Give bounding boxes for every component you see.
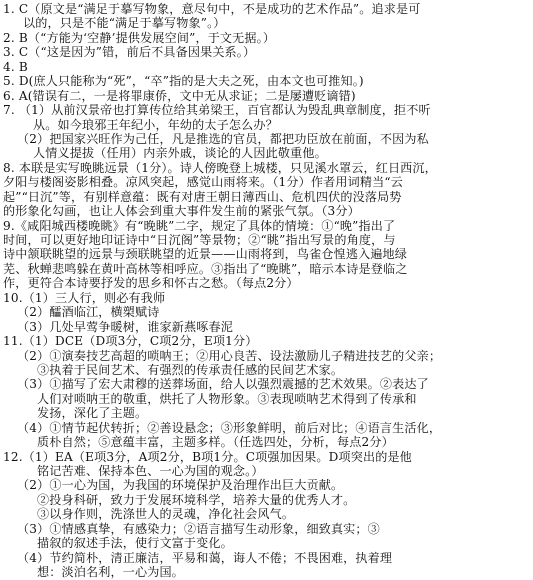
text-line: 6. A(错误有二，一是将罪康侨，文中无从求证；二是屡遭贬谪错) bbox=[3, 88, 356, 103]
text-line: 铭记苦难、保持本色、一心为国的观念。） bbox=[37, 464, 264, 478]
text-line: 5. D(庶人只能称为“死”，“卒”指的是大夫之死，由本文也可推知。) bbox=[3, 74, 364, 89]
text-line: 人们对唢呐王的敬重，烘托了人物形象。③表现唢呐艺术得到了传承和 bbox=[37, 391, 417, 406]
text-line: 8. 本联是实写晚眺远景（1分）。诗人傍晚登上城楼，只见溪水罩云，红日西沉， bbox=[3, 160, 437, 175]
text-line: 起”“日沉”等，有别样意蕴：既有对唐王朝日薄西山、危机四伏的没落局势 bbox=[3, 189, 402, 204]
text-line: 4. B bbox=[3, 59, 28, 74]
text-line: 11.（1）DCE（D项3分，C项2分，E项1分） bbox=[3, 334, 258, 349]
text-line: ③执着于民间艺术、有强烈的传承责任感的民间艺术家。 bbox=[37, 362, 344, 377]
text-line: 10.（1）三人行，则必有我师 bbox=[3, 290, 166, 305]
text-line: 想：淡泊名利，一心为国。 bbox=[37, 565, 184, 580]
text-line: 质朴自然；⑤意蕴丰富，主题多样。（任选四处，分析，每点2分） bbox=[37, 435, 394, 450]
text-line: ②投身科研，致力于发展环境科学，培养大量的优秀人才。 bbox=[37, 492, 356, 507]
text-line: （4）①情节起伏转折；②善设悬念；③形象鲜明，前后对比；④语言生活化， bbox=[17, 420, 442, 435]
text-line: 以的，只是不能“满足于摹写物象”。） bbox=[23, 16, 226, 31]
text-line: 从。如今琅邪王年纪小，年幼的太子怎么办？ bbox=[33, 117, 278, 132]
text-line: （2）把国家兴旺作为己任，凡是推选的官员，都把功臣放在前面，不因为私 bbox=[17, 131, 429, 146]
text-line: 2. B（“方能为‘空静’提供发展空间”，于文无据。） bbox=[3, 30, 276, 45]
text-line: （2）醽酒临江，横槊赋诗 bbox=[17, 305, 160, 320]
text-line: （3）①描写了宏大肃穆的送葬场面，给人以强烈震撼的艺术效果。②表达了 bbox=[17, 377, 429, 392]
text-line: ③以身作则，洗涤世人的灵魂，净化社会风气。 bbox=[37, 507, 295, 522]
text-line: （2）①演奏技艺高超的唢呐王；②用心良苦、设法激励儿子精进技艺的父亲； bbox=[17, 348, 442, 363]
text-line: 时间，可以更好地印证诗中“日沉阁”等景物；②“眺”指出写景的角度，与 bbox=[3, 233, 396, 247]
text-line: （3）几处早莺争暖树，谁家新燕啄春泥 bbox=[17, 319, 233, 334]
text-line: 人情义提拔（任用）内亲外戚，谈论的人因此敬重他。 bbox=[33, 146, 327, 161]
text-line: 7. （1）从前汉景帝也打算传位给其弟梁王，百官都认为毁乱典章制度，拒不听 bbox=[3, 103, 431, 118]
text-line: 作，更符合本诗要抒发的思乡和怀古之愁。（每点2分） bbox=[3, 276, 299, 291]
text-line: 12.（1）EA（E项3分，A项2分，B项1分。C项强加因果。D项突出的是他 bbox=[3, 449, 412, 464]
text-line: 的形象化勾画，也让人体会到重大事件发生前的紧张气氛。（3分） bbox=[3, 204, 360, 219]
text-line: 3. C（“这是因为”错，前后不具备因果关系。） bbox=[3, 45, 256, 60]
text-line: （2）①一心为国，为我国的环境保护及治理作出巨大贡献。 bbox=[17, 478, 344, 493]
text-line: 9.《咸阳城西楼晚眺》有“晚眺”二字，规定了具体的情境：①“晚”指出了 bbox=[3, 218, 396, 233]
text-line: 发扬，深化了主题。 bbox=[37, 406, 148, 421]
text-line: （4）节约简朴，清正廉洁，平易和蔼，诲人不倦；不畏困难，执着理 bbox=[17, 550, 393, 565]
text-line: 芜、秋蝉悲鸣躲在黄叶高林等相呼应。③指出了“晚眺”，暗示本诗是登临之 bbox=[3, 261, 408, 276]
text-line: （3）①情感真挚，有感染力；②语言描写生动形象，细致真实；③ bbox=[17, 521, 380, 536]
text-line: 诗中颔联眺望的远景与颈联眺望的近景——山雨将到，鸟雀仓惶逃入遍地绿 bbox=[3, 247, 408, 262]
text-line: 描叙的叙述手法，使行文富于变化。 bbox=[37, 536, 233, 551]
text-line: 1. C（原文是“满足于摹写物象，意尽句中，不是成功的艺术作品”。追求是可 bbox=[3, 2, 421, 16]
text-line: 夕阳与楼阁姿影相叠。凉风突起，感觉山雨将来。（1分）作者用词精当“云 bbox=[3, 175, 403, 190]
